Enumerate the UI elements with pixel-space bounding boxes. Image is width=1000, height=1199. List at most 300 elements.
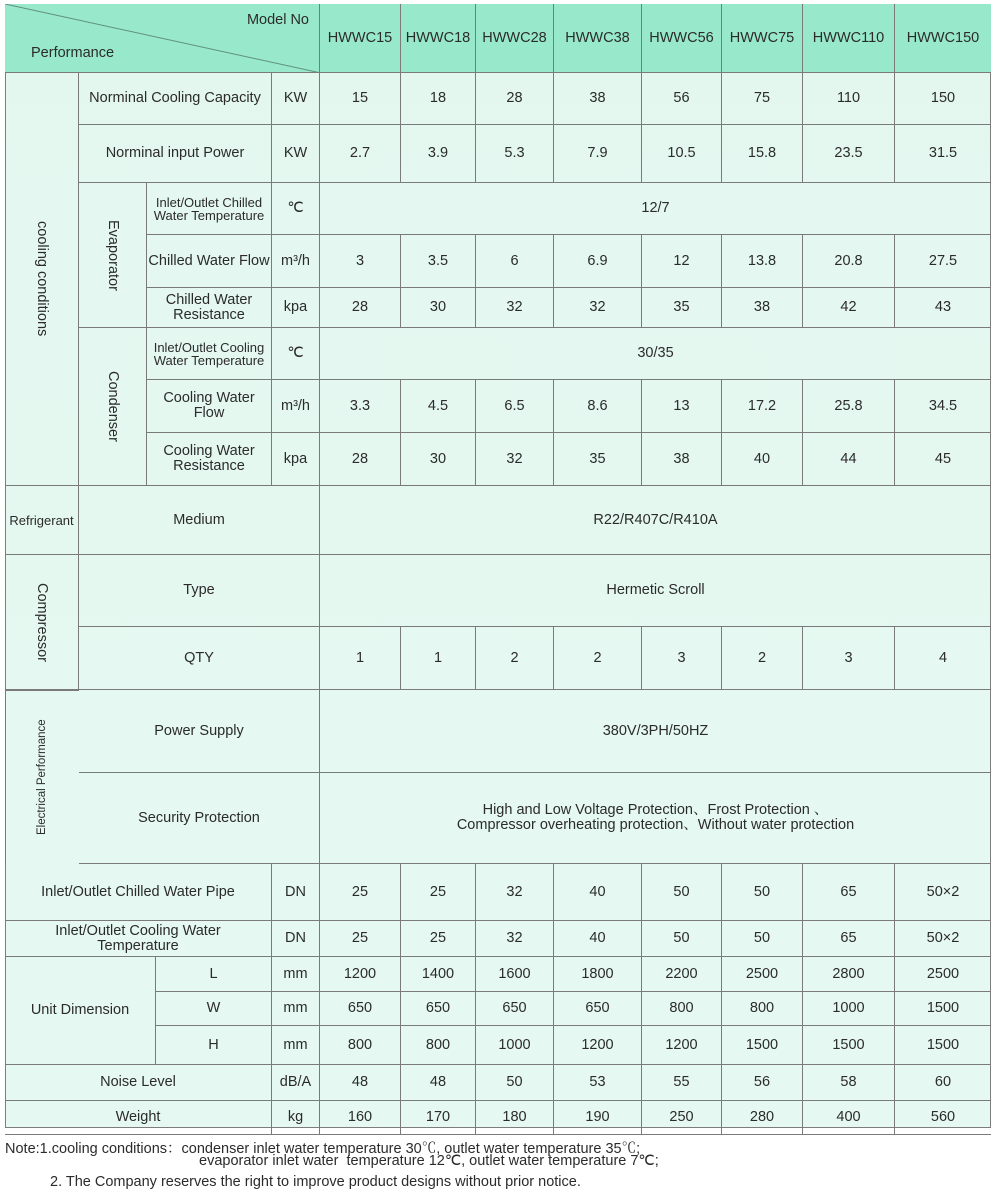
value-cell: [803, 433, 895, 486]
value-cell-text: 560: [930, 1109, 956, 1125]
value-cell-text: 2200: [665, 965, 698, 982]
value-cell: [401, 125, 476, 183]
merged-value-text: 380V/3PH/50HZ: [602, 722, 709, 739]
row-label: [79, 486, 320, 555]
value-cell-text: 2800: [832, 965, 865, 982]
row-label: [79, 690, 320, 773]
value-cell-text: 2: [510, 649, 519, 666]
value-cell-text: 5.3: [504, 145, 525, 161]
value-cell-text: 650: [425, 1000, 451, 1016]
value-cell-text: 55: [673, 1074, 690, 1090]
value-cell: [320, 1065, 401, 1101]
value-cell-text: 40: [589, 930, 606, 946]
merged-value-text: Hermetic Scroll: [606, 582, 705, 598]
unit-cell-text: mm: [283, 1000, 308, 1016]
value-cell-text: 45: [934, 450, 952, 467]
value-cell: [642, 288, 722, 328]
group-unit-dimension: [5, 957, 156, 1065]
security-value_line1: High and Low Voltage Protection、Frost Protection 、: [482, 802, 829, 818]
row-label-text: Weight: [115, 1109, 161, 1125]
value-cell-text: 35: [589, 450, 606, 467]
dimension-label-text: L: [209, 965, 218, 982]
model-header-hwwc110-text: HWWC110: [812, 29, 885, 46]
value-cell: [803, 957, 895, 992]
value-cell-text: 75: [753, 90, 771, 106]
value-cell-text: 1500: [745, 1036, 779, 1053]
value-cell-text: 1500: [832, 1036, 865, 1053]
unit-cell-text: dB/A: [279, 1074, 312, 1090]
merged-value-text: 12/7: [641, 200, 670, 216]
value-cell-text: 43: [934, 299, 952, 315]
row-label: [5, 864, 272, 921]
performance-label: Performance: [31, 45, 115, 61]
value-cell-text: 1200: [665, 1036, 698, 1053]
merged-value: [320, 328, 991, 380]
value-cell-text: 10.5: [667, 145, 696, 161]
value-cell: [803, 1101, 895, 1135]
value-cell-text: 30: [429, 450, 447, 467]
value-cell: [642, 627, 722, 690]
value-cell: [401, 992, 476, 1026]
unit-cell: [272, 864, 320, 921]
value-cell: [895, 288, 991, 328]
model-header-hwwc15: [320, 4, 401, 73]
value-cell-text: 170: [425, 1109, 451, 1125]
value-cell: [320, 73, 401, 125]
dimension-label-text: H: [208, 1036, 219, 1053]
row-label: [147, 380, 272, 433]
row-label: [79, 73, 272, 125]
value-cell: [895, 125, 991, 183]
value-cell: [476, 1026, 554, 1065]
value-cell: [320, 125, 401, 183]
unit-cell-text: m³/h: [281, 397, 310, 414]
value-cell-text: 3: [677, 649, 686, 666]
value-cell-text: 32: [506, 450, 523, 467]
value-cell-text: 15: [351, 90, 369, 106]
value-cell-text: 13.8: [747, 252, 777, 269]
unit-cell-text: m³/h: [281, 252, 310, 269]
value-cell: [401, 380, 476, 433]
value-cell: [722, 1101, 803, 1135]
value-cell-text: 150: [930, 90, 956, 106]
value-cell-text: 1000: [498, 1036, 531, 1053]
value-cell-text: 250: [669, 1109, 694, 1125]
value-cell: [642, 957, 722, 992]
group-evaporator: [79, 183, 147, 328]
value-cell-text: 15.8: [747, 145, 777, 161]
value-cell: [554, 380, 642, 433]
group-refrigerant: [5, 486, 79, 555]
model-header-hwwc75: [722, 4, 803, 73]
value-cell-text: 60: [934, 1074, 952, 1090]
value-cell: [476, 288, 554, 328]
value-cell-text: 23.5: [834, 145, 863, 161]
model-header-hwwc150: [895, 4, 991, 73]
row-label: [147, 433, 272, 486]
unit-cell: [272, 235, 320, 288]
value-cell: [320, 957, 401, 992]
dimension-label-text: W: [206, 1000, 221, 1016]
group-electrical-text: Electrical Performance: [36, 719, 48, 836]
value-cell: [401, 921, 476, 957]
merged-value: [320, 486, 991, 555]
value-cell-text: 32: [506, 930, 523, 946]
model-header-hwwc150-text: HWWC150: [906, 29, 980, 46]
value-cell-text: 32: [589, 299, 606, 315]
value-cell-text: 48: [429, 1074, 447, 1090]
row-label-text: Power Supply: [154, 722, 244, 739]
row-label-text: Cooling Water Flow: [163, 390, 255, 421]
value-cell-text: 40: [753, 450, 771, 467]
value-cell-text: 34.5: [928, 397, 958, 414]
value-cell-text: 1800: [581, 965, 614, 982]
value-cell-text: 4: [938, 649, 948, 666]
model-header-hwwc28-text: HWWC28: [482, 29, 547, 46]
unit-cell: [272, 1065, 320, 1101]
value-cell: [722, 992, 803, 1026]
value-cell-text: 2: [593, 649, 602, 666]
value-cell: [320, 992, 401, 1026]
value-cell-text: 50: [753, 930, 771, 946]
value-cell: [320, 921, 401, 957]
model-header-hwwc18-text: HWWC18: [405, 29, 471, 46]
unit-cell: [272, 380, 320, 433]
value-cell-text: 1400: [421, 965, 455, 982]
value-cell-text: 27.5: [928, 252, 958, 269]
value-cell-text: 58: [840, 1074, 857, 1090]
value-cell: [803, 992, 895, 1026]
value-cell-text: 6: [510, 252, 519, 269]
value-cell: [895, 73, 991, 125]
unit-cell-text: KW: [283, 145, 308, 161]
value-cell: [722, 288, 803, 328]
row-label-text: Medium: [173, 511, 225, 528]
value-cell: [554, 1065, 642, 1101]
group-cooling-conditions-text: cooling conditions: [34, 221, 50, 337]
group-refrigerant-text: Refrigerant: [9, 512, 74, 528]
value-cell: [554, 992, 642, 1026]
value-cell: [554, 864, 642, 921]
unit-cell: [272, 73, 320, 125]
unit-cell: [272, 992, 320, 1026]
value-cell: [554, 957, 642, 992]
model-header-hwwc56: [642, 4, 722, 73]
value-cell: [642, 1101, 722, 1135]
value-cell-text: 25: [429, 883, 447, 900]
value-cell-text: 2500: [926, 965, 960, 982]
value-cell-text: 110: [836, 90, 861, 106]
value-cell-text: 190: [585, 1109, 610, 1125]
row-label-text: Chilled Water Flow: [148, 252, 270, 269]
value-cell: [320, 380, 401, 433]
value-cell-text: 400: [836, 1109, 861, 1125]
row-label-text: Chilled Water Resistance: [165, 291, 253, 323]
value-cell: [476, 73, 554, 125]
value-cell-text: 30: [429, 299, 447, 315]
value-cell: [476, 627, 554, 690]
merged-value-text: 30/35: [637, 345, 674, 361]
value-cell: [554, 627, 642, 690]
value-cell-text: 65: [840, 883, 857, 900]
model-header-hwwc18: [401, 4, 476, 73]
value-cell: [722, 1065, 803, 1101]
value-cell: [476, 921, 554, 957]
value-cell-text: 6.5: [504, 397, 525, 414]
value-cell: [642, 380, 722, 433]
value-cell: [401, 433, 476, 486]
unit-cell: [272, 183, 320, 235]
value-cell: [642, 433, 722, 486]
merged-value: [320, 183, 991, 235]
row-label: [147, 183, 272, 235]
value-cell-text: 3.9: [427, 145, 449, 161]
value-cell-text: 28: [506, 90, 523, 106]
value-cell: [554, 433, 642, 486]
value-cell-text: 8.6: [587, 397, 608, 414]
unit-cell: [272, 921, 320, 957]
value-cell-text: 800: [749, 1000, 775, 1016]
value-cell-text: 53: [589, 1074, 606, 1090]
model-no-label: Model No: [246, 12, 309, 28]
value-cell-text: 2: [757, 649, 767, 666]
row-label: [79, 627, 320, 690]
value-cell: [401, 1065, 476, 1101]
value-cell: [642, 864, 722, 921]
value-cell: [722, 125, 803, 183]
unit-cell-text: ℃: [287, 200, 304, 216]
value-cell-text: 50: [753, 883, 771, 900]
value-cell-text: 12: [673, 252, 690, 269]
unit-cell-text: kg: [287, 1109, 304, 1125]
value-cell: [476, 1101, 554, 1135]
value-cell-text: 50×2: [926, 883, 960, 900]
value-cell-text: 40: [589, 883, 606, 900]
value-cell: [642, 992, 722, 1026]
value-cell: [401, 1101, 476, 1135]
note-line-2: evaporator inlet water temperature 12℃, outlet water temperature 7℃;: [199, 1153, 659, 1169]
unit-cell-text: kpa: [283, 450, 308, 467]
value-cell: [722, 1026, 803, 1065]
value-cell: [803, 864, 895, 921]
value-cell: [476, 957, 554, 992]
value-cell: [476, 1065, 554, 1101]
value-cell: [554, 1101, 642, 1135]
unit-cell: [272, 328, 320, 380]
value-cell-text: 7.9: [587, 145, 608, 161]
value-cell-text: 3: [844, 649, 853, 666]
row-label: [147, 235, 272, 288]
unit-cell: [272, 1026, 320, 1065]
model-header-hwwc110: [803, 4, 895, 73]
value-cell: [401, 1026, 476, 1065]
value-cell-text: 17.2: [747, 397, 777, 414]
unit-cell-text: mm: [283, 1036, 308, 1053]
value-cell-text: 650: [585, 1000, 610, 1016]
value-cell: [642, 921, 722, 957]
model-header-hwwc75-text: HWWC75: [729, 29, 795, 46]
value-cell-text: 50: [673, 930, 690, 946]
value-cell-text: 6.9: [587, 252, 608, 269]
value-cell: [554, 73, 642, 125]
group-compressor-text: Compressor: [34, 582, 50, 662]
value-cell: [554, 235, 642, 288]
value-cell: [642, 73, 722, 125]
row-label: [79, 555, 320, 627]
value-cell-text: 25.8: [834, 397, 863, 414]
row-label-text: Norminal input Power: [105, 145, 245, 161]
value-cell: [895, 1026, 991, 1065]
unit-cell-text: kpa: [283, 299, 308, 315]
header-corner: [5, 4, 320, 73]
value-cell: [895, 921, 991, 957]
unit-cell: [272, 957, 320, 992]
value-cell-text: 32: [506, 299, 523, 315]
row-label-text: QTY: [184, 649, 214, 666]
value-cell: [895, 380, 991, 433]
unit-cell: [272, 288, 320, 328]
value-cell-text: 13: [673, 397, 690, 414]
value-cell: [476, 992, 554, 1026]
note-line-1: Note:1.cooling conditions：condenser inlet water temperature 30℃, outlet water temperature 35℃;: [5, 1141, 641, 1157]
value-cell-text: 25: [351, 883, 369, 900]
value-cell: [476, 235, 554, 288]
model-header-hwwc38: [554, 4, 642, 73]
value-cell: [476, 380, 554, 433]
value-cell: [554, 288, 642, 328]
unit-cell-text: ℃: [287, 345, 304, 361]
row-label: [147, 288, 272, 328]
group-unit-dimension-text: Unit Dimension: [30, 1002, 130, 1018]
unit-cell: [272, 125, 320, 183]
value-cell: [722, 921, 803, 957]
value-cell-text: 28: [351, 299, 369, 315]
value-cell-text: 28: [351, 450, 369, 467]
row-label-text: Cooling Water Resistance: [163, 443, 255, 474]
value-cell-text: 280: [749, 1109, 775, 1125]
value-cell: [554, 921, 642, 957]
value-cell-text: 2500: [745, 965, 779, 982]
value-cell-text: 25: [429, 930, 447, 946]
value-cell-text: 31.5: [928, 145, 958, 161]
group-condenser: [79, 328, 147, 486]
dimension-label: [156, 992, 272, 1026]
unit-cell-text: KW: [283, 90, 308, 106]
value-cell: [722, 73, 803, 125]
row-label-text: Noise Level: [100, 1074, 176, 1090]
value-cell: [803, 73, 895, 125]
group-evaporator-text: Evaporator: [105, 219, 121, 291]
value-cell: [476, 864, 554, 921]
row-label-text: Inlet/Outlet Chilled Water Pipe: [41, 883, 235, 900]
dimension-label: [156, 1026, 272, 1065]
value-cell: [401, 288, 476, 328]
value-cell: [401, 864, 476, 921]
value-cell-text: 44: [840, 450, 857, 467]
value-cell: [895, 627, 991, 690]
unit-cell: [272, 1101, 320, 1135]
value-cell: [320, 1026, 401, 1065]
model-header-hwwc28: [476, 4, 554, 73]
merged-value: [320, 773, 991, 864]
value-cell: [895, 992, 991, 1026]
model-header-hwwc56-text: HWWC56: [649, 29, 714, 46]
value-cell-text: 65: [840, 930, 857, 946]
value-cell-text: 38: [589, 90, 606, 106]
value-cell-text: 180: [502, 1109, 527, 1125]
value-cell: [642, 1026, 722, 1065]
value-cell-text: 25: [351, 930, 369, 946]
value-cell: [803, 380, 895, 433]
value-cell: [554, 125, 642, 183]
value-cell: [895, 1101, 991, 1135]
unit-cell-text: mm: [283, 965, 308, 982]
row-label: [5, 921, 272, 957]
row-label: [79, 773, 320, 864]
value-cell: [895, 235, 991, 288]
group-cooling-conditions: [5, 73, 79, 486]
value-cell: [401, 73, 476, 125]
value-cell: [722, 235, 803, 288]
value-cell-text: 3.3: [349, 397, 371, 414]
value-cell: [476, 433, 554, 486]
value-cell-text: 32: [506, 883, 523, 900]
value-cell-text: 50: [506, 1074, 523, 1090]
group-condenser-text: Condenser: [105, 371, 121, 442]
dimension-label: [156, 957, 272, 992]
unit-cell-text: DN: [285, 930, 306, 946]
value-cell: [401, 627, 476, 690]
unit-cell-text: DN: [285, 883, 306, 900]
row-label-text: Inlet/Outlet Cooling Water Temperature: [153, 339, 265, 368]
value-cell: [320, 1101, 401, 1135]
value-cell: [895, 1065, 991, 1101]
model-header-hwwc38-text: HWWC38: [565, 29, 630, 46]
value-cell: [803, 627, 895, 690]
value-cell-text: 3.5: [427, 252, 449, 269]
value-cell-text: 1500: [926, 1000, 960, 1016]
value-cell-text: 650: [502, 1000, 527, 1016]
value-cell: [803, 288, 895, 328]
value-cell-text: 20.8: [834, 252, 863, 269]
unit-cell: [272, 433, 320, 486]
row-label: [5, 1101, 272, 1135]
value-cell: [401, 235, 476, 288]
value-cell: [722, 380, 803, 433]
value-cell-text: 1600: [498, 965, 531, 982]
value-cell-text: 800: [425, 1036, 451, 1053]
row-label: [147, 328, 272, 380]
value-cell-text: 1200: [343, 965, 377, 982]
merged-value: [320, 690, 991, 773]
value-cell: [722, 627, 803, 690]
merged-value-text: R22/R407C/R410A: [593, 511, 718, 528]
value-cell-text: 4.5: [427, 397, 449, 414]
value-cell-text: 1: [433, 649, 443, 666]
value-cell-text: 1000: [832, 1000, 865, 1016]
value-cell: [895, 957, 991, 992]
value-cell-text: 3: [355, 252, 365, 269]
merged-value: [320, 555, 991, 627]
value-cell: [401, 957, 476, 992]
value-cell-text: 1200: [581, 1036, 614, 1053]
value-cell-text: 1: [355, 649, 365, 666]
value-cell-text: 50: [673, 883, 690, 900]
value-cell: [895, 864, 991, 921]
value-cell-text: 800: [347, 1036, 373, 1053]
value-cell: [722, 864, 803, 921]
value-cell-text: 38: [673, 450, 690, 467]
